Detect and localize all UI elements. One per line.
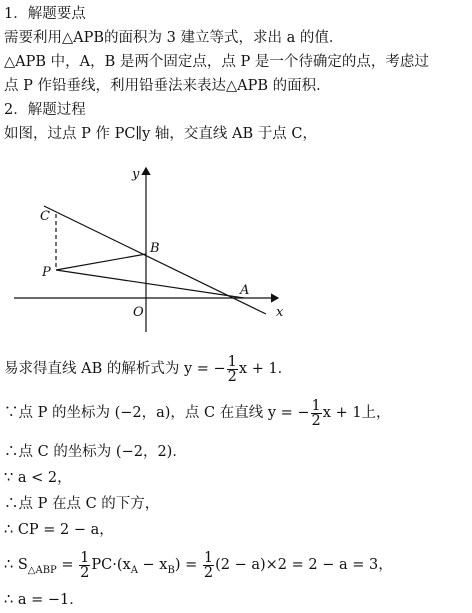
step-4: ∵ a < 2， [4,470,72,486]
section1-heading: 1．解题要点 [4,6,86,22]
section1-paragraph-1: 需要利用△APB的面积为 3 建立等式，求出 a 的值． [4,30,344,46]
step-7: ∴ $S_{\triangle ABP}$ = $\frac{1}{2}$ $PC\cdot(x_A - x_B)$ = $\frac{1}{2}$ (2 − a)×2 = 2 − a = 3， [4,549,393,581]
step-6: ∴ CP = 2 − a， [4,522,114,538]
label-b: B [150,241,160,256]
segment-pa [56,270,244,298]
section2-heading: 2．解题过程 [4,102,86,118]
step-1: 易求得直线 AB 的解析式为 y = − $\frac{1}{2}$ x + 1． [4,353,293,385]
section1-paragraph-3: 点 P 作铅垂线，利用铅垂法来表达△APB 的面积． [4,78,331,94]
label-o: O [133,305,144,320]
section2-intro: 如图，过点 P 作 PC∥y 轴，交直线 AB 于点 C， [4,126,317,142]
section1-paragraph-2: △APB 中，A，B 是两个固定点，点 P 是一个待确定的点，考虑过 [4,54,429,70]
label-a: A [240,283,250,298]
fraction: $\frac{1}{2}$ [203,549,214,581]
fraction: $\frac{1}{2}$ [80,549,90,581]
label-c: C [40,209,50,224]
label-p: P [42,265,51,280]
fraction: $\frac{1}{2}$ [311,397,321,429]
label-x: x [276,305,284,320]
step-5: ∴点 P 在点 C 的下方， [4,496,160,512]
geometry-diagram [0,160,300,340]
step-3: ∴点 C 的坐标为 (−2，2)． [4,444,187,460]
step-8: ∴ a = −1． [4,592,84,608]
segment-pb [56,254,146,270]
fraction: $\frac{1}{2}$ [227,353,237,385]
step-2: ∵点 P 的坐标为 (−2，a)，点 C 在直线 y = − $\frac{1}{2}$ x + 1上， [4,397,391,429]
label-y: y [132,167,140,182]
